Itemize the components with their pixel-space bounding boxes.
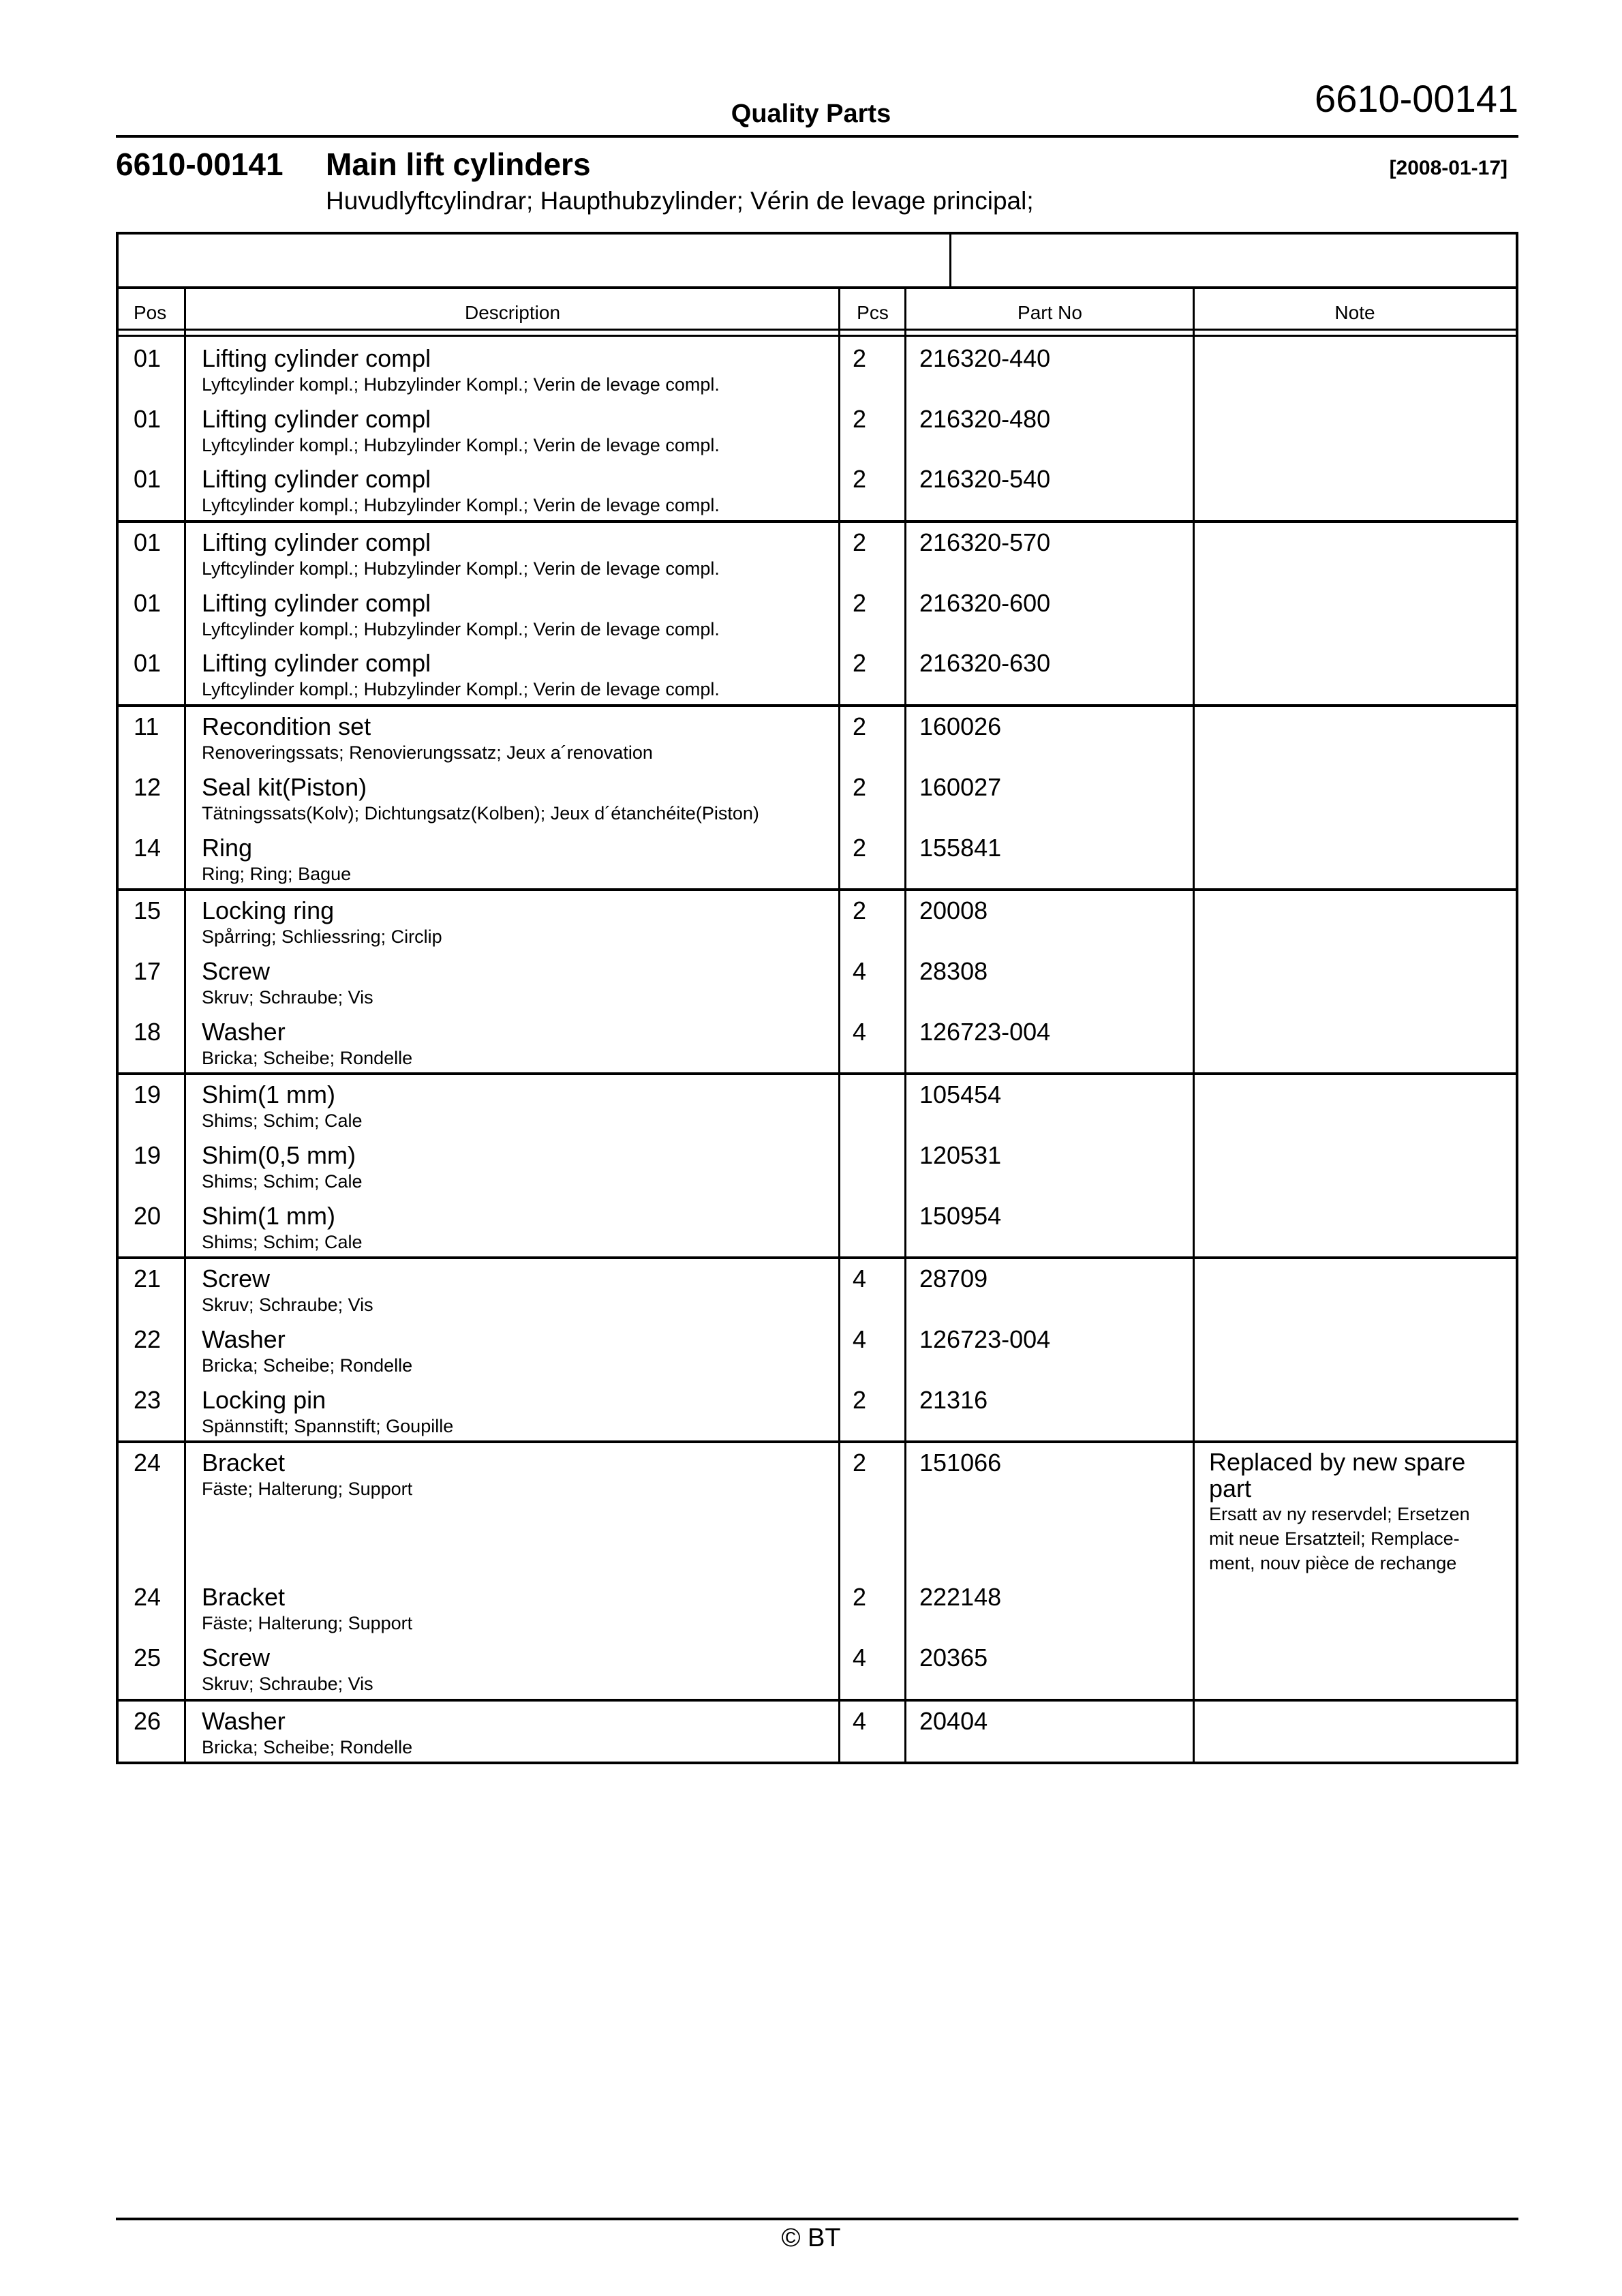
pos-cell: 19 [134,1081,162,1109]
table-row [119,1196,1516,1257]
table-row [119,1075,1516,1136]
part-number-cell: 126723-004 [919,1325,1051,1353]
description-cell: Lifting cylinder compl [202,344,431,372]
description-cell: Ring [202,833,253,862]
row-group [119,707,1516,891]
note-cell: Replaced by new spare part [1209,1448,1466,1503]
description-cell: Shim(1 mm) [202,1201,335,1230]
part-number-cell: 222148 [919,1583,1002,1612]
pos-cell: 15 [134,896,162,925]
description-translations: Spårring; Schliessring; Circlip [202,926,442,948]
column-divider [1193,331,1195,1762]
description-translations: Lyftcylinder kompl.; Hubzylinder Kompl.; Verin de levage compl. [202,374,720,395]
pcs-cell: 2 [853,465,867,494]
description-translations: Renoveringssats; Renovierungssatz; Jeux a´renovation [202,742,653,764]
description-translations: Bricka; Scheibe; Rondelle [202,1736,413,1757]
part-number-cell: 160027 [919,772,1002,801]
table-row [119,339,1516,399]
description-translations: Shims; Schim; Cale [202,1231,363,1252]
pos-cell: 12 [134,772,162,801]
description-cell: Lifting cylinder compl [202,588,431,617]
pcs-cell: 2 [853,588,867,617]
part-number-cell: 216320-600 [919,588,1051,617]
description-cell: Seal kit(Piston) [202,772,367,801]
pos-cell: 01 [134,649,162,678]
pos-cell: 14 [134,833,162,862]
pos-cell: 01 [134,465,162,494]
column-divider [184,289,186,329]
pos-cell: 22 [134,1325,162,1353]
part-number-cell: 21316 [919,1385,988,1414]
table-row [119,1320,1516,1380]
pcs-cell: 4 [853,956,867,985]
part-number-cell: 216320-440 [919,344,1051,372]
column-header-part-no: Part No [1017,302,1082,323]
row-group [119,891,1516,1075]
table-row [119,1577,1516,1638]
description-cell: Lifting cylinder compl [202,649,431,678]
part-number-cell: 216320-630 [919,649,1051,678]
description-cell: Washer [202,1017,286,1046]
description-translations: Lyftcylinder kompl.; Hubzylinder Kompl.; Verin de levage compl. [202,495,720,516]
description-translations: Bricka; Scheibe; Rondelle [202,1047,413,1068]
pcs-cell: 2 [853,896,867,925]
description-cell: Bracket [202,1583,286,1612]
table-row [119,828,1516,889]
column-divider [904,289,906,329]
pos-cell: 25 [134,1644,162,1672]
column-header-pcs: Pcs [857,302,889,323]
info-box-divider [949,235,951,286]
description-cell: Locking ring [202,896,335,925]
table-row [119,768,1516,828]
table-row [119,523,1516,584]
pcs-cell: 4 [853,1325,867,1353]
pcs-cell: 4 [853,1017,867,1046]
parts-table [116,232,1518,1764]
column-header-note: Note [1334,302,1375,323]
pos-cell: 24 [134,1449,162,1477]
description-translations: Skruv; Schraube; Vis [202,1674,373,1695]
table-row [119,1012,1516,1073]
table-row [119,1443,1516,1577]
description-cell: Screw [202,1265,271,1293]
column-divider [1193,289,1195,329]
part-number-cell: 216320-540 [919,465,1051,494]
table-row [119,891,1516,952]
row-group [119,339,1516,523]
pcs-cell: 4 [853,1644,867,1672]
column-header-description: Description [464,302,561,323]
description-translations: Shims; Schim; Cale [202,1111,363,1132]
part-number-cell: 216320-570 [919,528,1051,557]
description-cell: Screw [202,956,271,985]
pcs-cell: 4 [853,1265,867,1293]
description-cell: Recondition set [202,712,371,741]
description-cell: Washer [202,1325,286,1353]
column-divider [838,331,840,1762]
part-number-cell: 160026 [919,712,1002,741]
description-translations: Fäste; Halterung; Support [202,1479,413,1500]
table-row [119,952,1516,1012]
pos-cell: 01 [134,344,162,372]
table-body [119,339,1516,1762]
table-row [119,584,1516,644]
row-group [119,1075,1516,1259]
part-number-cell: 151066 [919,1449,1002,1477]
footer-copyright: © BT [781,2224,841,2252]
pos-cell: 11 [134,712,159,741]
column-header-pos: Pos [134,302,167,323]
pos-cell: 01 [134,588,162,617]
pcs-cell: 2 [853,344,867,372]
table-row [119,1136,1516,1196]
pcs-cell: 2 [853,772,867,801]
description-translations: Lyftcylinder kompl.; Hubzylinder Kompl.; Verin de levage compl. [202,434,720,455]
description-translations: Fäste; Halterung; Support [202,1613,413,1634]
page-title: Main lift cylinders [326,147,591,182]
pcs-cell: 2 [853,1449,867,1477]
header-doc-number: 6610-00141 [1315,77,1518,120]
pos-cell: 21 [134,1265,162,1293]
note-translations: Ersatt av ny reservdel; Ersetzen mit neue Ersatzteil; Remplace-ment, nouv pièce de rechange [1209,1504,1470,1574]
pcs-cell: 2 [853,833,867,862]
table-row [119,1380,1516,1441]
pos-cell: 01 [134,404,162,433]
description-translations: Lyftcylinder kompl.; Hubzylinder Kompl.; Verin de levage compl. [202,618,720,639]
row-group [119,523,1516,707]
part-number-cell: 120531 [919,1141,1002,1169]
table-row [119,1259,1516,1320]
description-cell: Bracket [202,1449,286,1477]
part-number-cell: 126723-004 [919,1017,1051,1046]
pcs-cell: 2 [853,1385,867,1414]
pcs-cell: 2 [853,528,867,557]
pos-cell: 01 [134,528,162,557]
part-number-cell: 155841 [919,833,1002,862]
description-cell: Locking pin [202,1385,326,1414]
table-header [119,289,1516,331]
pos-cell: 23 [134,1385,162,1414]
pcs-cell: 2 [853,712,867,741]
part-number-cell: 216320-480 [919,404,1051,433]
pos-cell: 18 [134,1017,162,1046]
table-row [119,399,1516,460]
pcs-cell: 2 [853,649,867,678]
description-cell: Lifting cylinder compl [202,465,431,494]
description-translations: Ring; Ring; Bague [202,863,352,884]
footer-divider [116,2218,1518,2220]
description-translations: Lyftcylinder kompl.; Hubzylinder Kompl.; Verin de levage compl. [202,558,720,579]
revision-date: [2008-01-17] [1389,157,1508,179]
description-translations: Bricka; Scheibe; Rondelle [202,1355,413,1376]
table-row [119,707,1516,768]
table-row [119,459,1516,520]
part-number-cell: 150954 [919,1201,1002,1230]
description-translations: Tätningssats(Kolv); Dichtungsatz(Kolben); Jeux d´étanchéite(Piston) [202,802,759,824]
section-code: 6610-00141 [116,147,284,182]
pos-cell: 17 [134,956,162,985]
description-cell: Lifting cylinder compl [202,528,431,557]
column-divider [838,289,840,329]
description-translations: Skruv; Schraube; Vis [202,986,373,1008]
table-info-box [119,235,1516,289]
pcs-cell: 2 [853,1583,867,1612]
pos-cell: 19 [134,1141,162,1169]
description-translations: Skruv; Schraube; Vis [202,1295,373,1316]
description-translations: Lyftcylinder kompl.; Hubzylinder Kompl.; Verin de levage compl. [202,679,720,700]
header-divider [116,135,1518,138]
pos-cell: 26 [134,1706,162,1735]
pos-cell: 20 [134,1201,162,1230]
row-group [119,1702,1516,1762]
description-translations: Spännstift; Spannstift; Goupille [202,1415,454,1436]
part-number-cell: 105454 [919,1081,1002,1109]
description-translations: Shims; Schim; Cale [202,1170,363,1192]
pcs-cell: 4 [853,1706,867,1735]
header-title: Quality Parts [731,100,891,128]
part-number-cell: 28709 [919,1265,988,1293]
description-cell: Shim(1 mm) [202,1081,335,1109]
description-cell: Screw [202,1644,271,1672]
pos-cell: 24 [134,1583,162,1612]
column-divider [184,331,186,1762]
part-number-cell: 28308 [919,956,988,985]
part-number-cell: 20008 [919,896,988,925]
table-row [119,644,1516,704]
description-cell: Washer [202,1706,286,1735]
part-number-cell: 20365 [919,1644,988,1672]
row-group [119,1259,1516,1443]
pcs-cell: 2 [853,404,867,433]
description-cell: Lifting cylinder compl [202,404,431,433]
table-row [119,1702,1516,1762]
table-row [119,1638,1516,1699]
column-divider [904,331,906,1762]
row-group [119,1443,1516,1701]
part-number-cell: 20404 [919,1706,988,1735]
title-translations: Huvudlyftcylindrar; Haupthubzylinder; Vérin de levage principal; [326,187,1034,215]
description-cell: Shim(0,5 mm) [202,1141,356,1169]
